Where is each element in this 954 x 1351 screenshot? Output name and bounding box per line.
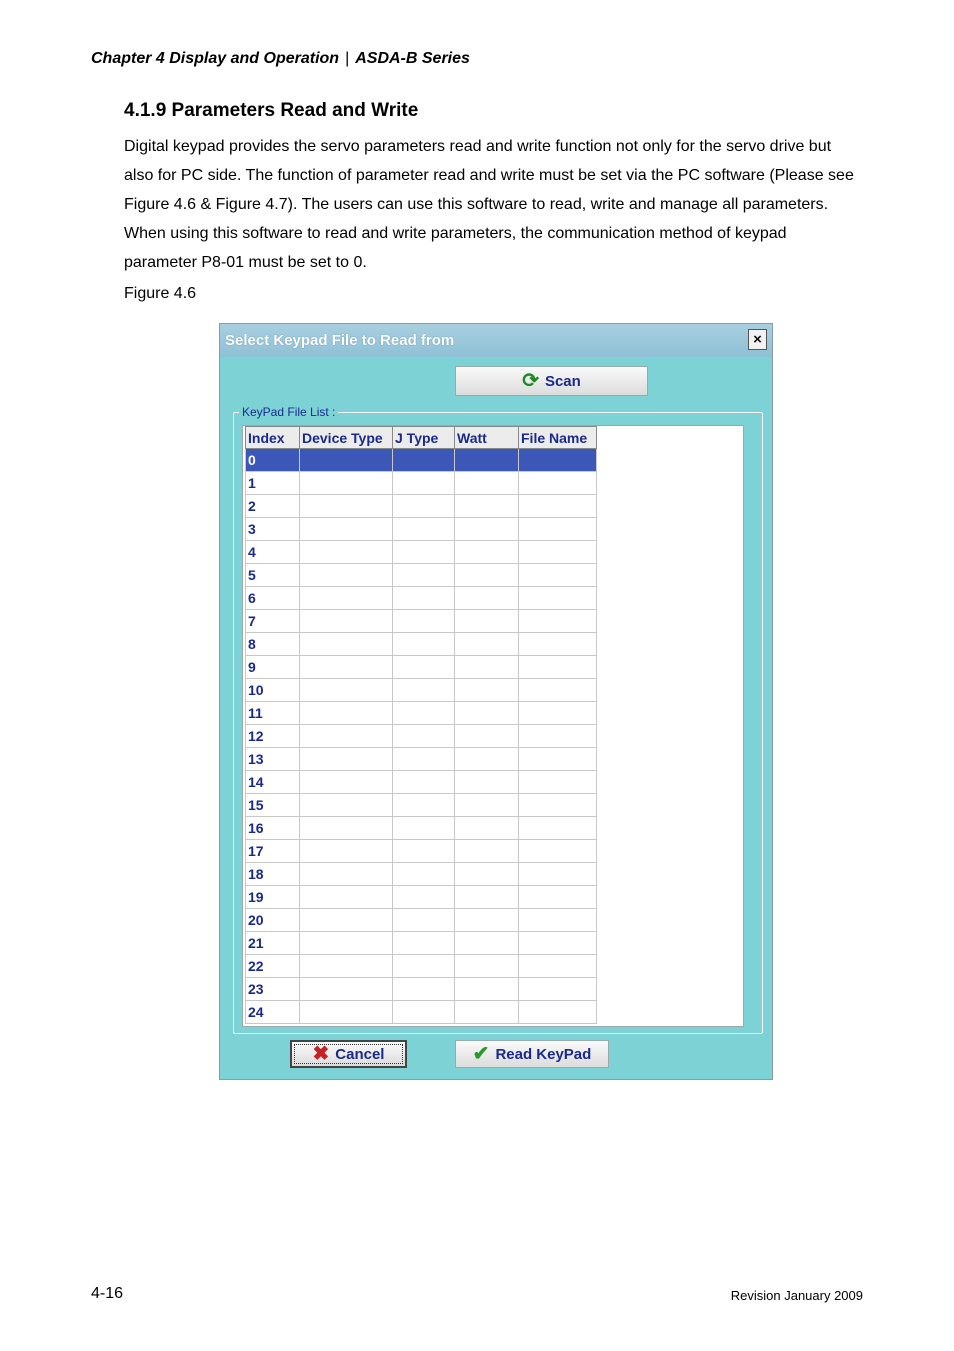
table-row[interactable]: [246, 817, 597, 840]
body-line: When using this software to read and write parameters, the communication method of keypad: [124, 225, 787, 242]
table-cell: [455, 955, 519, 978]
column-header-index[interactable]: Index: [246, 427, 300, 449]
table-cell: [519, 495, 597, 518]
table-cell: [455, 518, 519, 541]
row-index: 8: [246, 633, 300, 656]
x-icon: ✖: [312, 1043, 330, 1065]
body-line: Digital keypad provides the servo parameters read and write function not only for the servo drive but: [124, 138, 832, 155]
table-cell: [300, 564, 393, 587]
row-index: 19: [246, 886, 300, 909]
scan-button-label: Scan: [544, 372, 581, 390]
table-row[interactable]: [246, 679, 597, 702]
series-title: ASDA-B Series: [355, 50, 470, 67]
body-line: parameter P8-01 must be set to 0.: [124, 254, 367, 271]
row-index: 14: [246, 771, 300, 794]
cancel-button-label: Cancel: [335, 1045, 385, 1063]
table-row[interactable]: [246, 748, 597, 771]
table-row[interactable]: [246, 564, 597, 587]
table-row[interactable]: [246, 794, 597, 817]
table-cell: [393, 886, 455, 909]
body-line: also for PC side. The function of parameter read and write must be set via the PC software (Please see: [124, 167, 854, 184]
page-number: 4-16: [91, 1285, 124, 1302]
table-cell: [300, 794, 393, 817]
body-paragraph: [124, 132, 869, 277]
table-cell: [455, 564, 519, 587]
table-cell: [519, 679, 597, 702]
table-cell: [519, 633, 597, 656]
table-cell: [455, 748, 519, 771]
file-list[interactable]: [242, 425, 744, 1027]
dialog-titlebar[interactable]: [220, 324, 772, 357]
row-index: 23: [246, 978, 300, 1001]
table-cell: [393, 472, 455, 495]
table-cell: [300, 702, 393, 725]
table-cell: [519, 932, 597, 955]
table-row[interactable]: [246, 633, 597, 656]
row-index: 11: [246, 702, 300, 725]
table-cell: [455, 702, 519, 725]
cancel-button[interactable]: [290, 1040, 407, 1068]
row-index: 0: [246, 449, 300, 472]
table-cell: [300, 633, 393, 656]
table-row[interactable]: [246, 725, 597, 748]
table-cell: [393, 564, 455, 587]
table-cell: [455, 909, 519, 932]
table-cell: [300, 817, 393, 840]
table-cell: [455, 679, 519, 702]
table-cell: [300, 495, 393, 518]
table-cell: [455, 495, 519, 518]
table-row[interactable]: [246, 518, 597, 541]
table-row[interactable]: [246, 771, 597, 794]
row-index: 13: [246, 748, 300, 771]
table-cell: [300, 863, 393, 886]
chapter-header: [91, 50, 470, 68]
close-button[interactable]: ×: [748, 329, 767, 350]
table-cell: [455, 840, 519, 863]
table-cell: [300, 955, 393, 978]
row-index: 15: [246, 794, 300, 817]
column-header-watt[interactable]: Watt: [455, 427, 519, 449]
row-index: 12: [246, 725, 300, 748]
table-row[interactable]: [246, 587, 597, 610]
table-cell: [519, 518, 597, 541]
table-cell: [393, 702, 455, 725]
table-cell: [455, 771, 519, 794]
refresh-icon: ⟳: [522, 370, 539, 392]
row-index: 6: [246, 587, 300, 610]
table-cell: [455, 886, 519, 909]
table-cell: [519, 978, 597, 1001]
row-index: 3: [246, 518, 300, 541]
table-row[interactable]: [246, 840, 597, 863]
row-index: 9: [246, 656, 300, 679]
chapter-title: Chapter 4 Display and Operation: [91, 50, 340, 67]
table-cell: [519, 656, 597, 679]
table-cell: [519, 863, 597, 886]
table-row[interactable]: [246, 541, 597, 564]
table-cell: [519, 449, 597, 472]
table-cell: [300, 1001, 393, 1024]
table-cell: [455, 610, 519, 633]
table-cell: [393, 794, 455, 817]
table-cell: [393, 932, 455, 955]
table-cell: [393, 725, 455, 748]
row-index: 7: [246, 610, 300, 633]
row-index: 17: [246, 840, 300, 863]
table-cell: [300, 840, 393, 863]
table-cell: [300, 886, 393, 909]
table-cell: [519, 541, 597, 564]
table-cell: [393, 909, 455, 932]
table-cell: [300, 771, 393, 794]
table-row[interactable]: [246, 863, 597, 886]
read-keypad-button-label: Read KeyPad: [495, 1045, 592, 1063]
column-header-file-name[interactable]: File Name: [519, 427, 597, 449]
file-table: [245, 426, 597, 1024]
table-cell: [393, 541, 455, 564]
table-row[interactable]: [246, 702, 597, 725]
table-cell: [455, 794, 519, 817]
table-cell: [300, 932, 393, 955]
table-cell: [300, 518, 393, 541]
dialog-title: Select Keypad File to Read from: [225, 332, 455, 349]
table-cell: [393, 587, 455, 610]
section-title: 4.1.9 Parameters Read and Write: [124, 100, 419, 121]
table-row[interactable]: [246, 978, 597, 1001]
column-header-j-type[interactable]: J Type: [393, 427, 455, 449]
table-cell: [393, 978, 455, 1001]
table-cell: [393, 748, 455, 771]
table-cell: [455, 817, 519, 840]
row-index: 4: [246, 541, 300, 564]
table-cell: [519, 472, 597, 495]
column-header-device-type[interactable]: Device Type: [300, 427, 393, 449]
table-cell: [300, 449, 393, 472]
table-cell: [455, 472, 519, 495]
row-index: 20: [246, 909, 300, 932]
table-cell: [455, 449, 519, 472]
table-cell: [519, 840, 597, 863]
row-index: 2: [246, 495, 300, 518]
table-cell: [300, 541, 393, 564]
revision-note: Revision January 2009: [730, 1288, 863, 1303]
row-index: 10: [246, 679, 300, 702]
table-cell: [519, 794, 597, 817]
keypad-dialog: [219, 323, 773, 1080]
table-cell: [300, 748, 393, 771]
table-row[interactable]: [246, 1001, 597, 1024]
table-cell: [455, 633, 519, 656]
table-cell: [519, 909, 597, 932]
table-cell: [300, 656, 393, 679]
table-cell: [300, 725, 393, 748]
table-cell: [519, 886, 597, 909]
table-cell: [519, 955, 597, 978]
file-list-label: KeyPad File List :: [239, 405, 338, 419]
table-cell: [519, 771, 597, 794]
table-cell: [300, 610, 393, 633]
table-cell: [455, 725, 519, 748]
table-row[interactable]: [246, 909, 597, 932]
row-index: 21: [246, 932, 300, 955]
row-index: 18: [246, 863, 300, 886]
row-index: 24: [246, 1001, 300, 1024]
table-cell: [393, 518, 455, 541]
body-line: Figure 4.6 & Figure 4.7). The users can use this software to read, write and manage all parameters.: [124, 196, 829, 213]
table-row[interactable]: [246, 656, 597, 679]
table-cell: [455, 978, 519, 1001]
table-cell: [519, 587, 597, 610]
table-cell: [300, 472, 393, 495]
table-cell: [393, 771, 455, 794]
table-cell: [393, 449, 455, 472]
table-cell: [519, 748, 597, 771]
checkmark-icon: ✔: [472, 1043, 490, 1065]
table-cell: [519, 817, 597, 840]
table-cell: [393, 863, 455, 886]
table-cell: [393, 840, 455, 863]
table-cell: [393, 955, 455, 978]
table-cell: [393, 656, 455, 679]
table-row[interactable]: [246, 955, 597, 978]
table-cell: [393, 679, 455, 702]
table-row[interactable]: [246, 472, 597, 495]
table-row[interactable]: [246, 610, 597, 633]
header-separator: |: [345, 50, 350, 67]
table-cell: [300, 679, 393, 702]
row-index: 22: [246, 955, 300, 978]
scan-button[interactable]: [455, 366, 648, 396]
table-cell: [300, 978, 393, 1001]
table-cell: [455, 1001, 519, 1024]
table-cell: [393, 817, 455, 840]
table-cell: [455, 587, 519, 610]
table-row[interactable]: [246, 886, 597, 909]
row-index: 1: [246, 472, 300, 495]
table-cell: [519, 702, 597, 725]
table-cell: [393, 610, 455, 633]
table-cell: [393, 495, 455, 518]
table-row[interactable]: [246, 495, 597, 518]
table-cell: [393, 1001, 455, 1024]
table-cell: [519, 564, 597, 587]
table-cell: [455, 656, 519, 679]
table-cell: [455, 932, 519, 955]
table-cell: [393, 633, 455, 656]
table-cell: [519, 610, 597, 633]
table-cell: [300, 587, 393, 610]
table-cell: [455, 541, 519, 564]
table-row[interactable]: [246, 449, 597, 472]
figure-label: Figure 4.6: [124, 285, 197, 302]
row-index: 16: [246, 817, 300, 840]
table-cell: [300, 909, 393, 932]
table-row[interactable]: [246, 932, 597, 955]
table-cell: [455, 863, 519, 886]
row-index: 5: [246, 564, 300, 587]
read-keypad-button[interactable]: [455, 1040, 609, 1068]
table-cell: [519, 725, 597, 748]
table-cell: [519, 1001, 597, 1024]
